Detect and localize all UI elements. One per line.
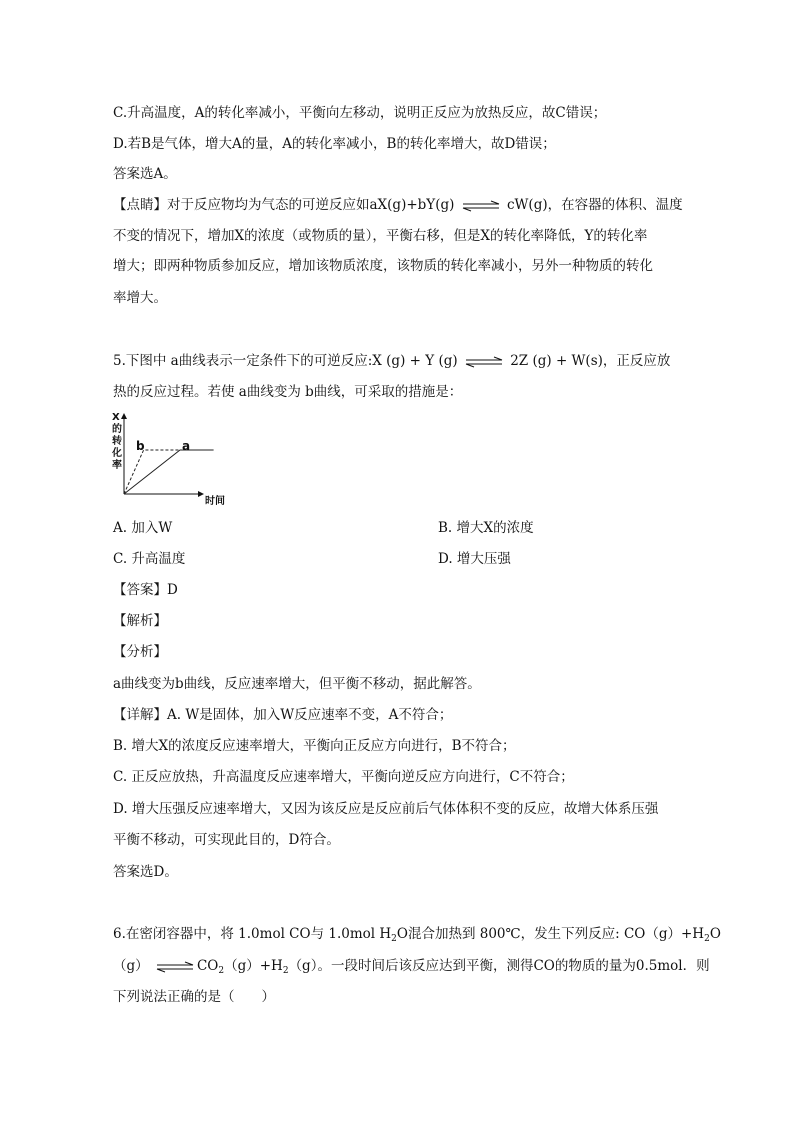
tip-line-2: 不变的情况下，增加X的浓度（或物质的量），平衡右移，但是X的转化率降低，Y的转化率 — [113, 228, 648, 244]
question-6-line-1 — [113, 924, 721, 949]
question-6-line-2 — [113, 956, 710, 981]
option-c-analysis: C.升高温度，A的转化率减小，平衡向左移动，说明正反应为放热反应，故C错误； — [113, 105, 607, 121]
option-d[interactable]: D. 增大压强 — [438, 551, 511, 567]
q6-text-1b: O混合加热到 800℃，发生下列反应: CO（g）+H — [396, 926, 705, 942]
subscript: 2 — [391, 934, 397, 944]
y-axis-label-char: 率 — [112, 460, 122, 471]
reasoning-text: a曲线变为b曲线，反应速率增大，但平衡不移动，据此解答。 — [113, 676, 481, 692]
tip-line-4: 率增大。 — [113, 290, 167, 306]
equilibrium-arrow-icon — [461, 200, 501, 212]
tip-line-1 — [113, 195, 683, 215]
y-axis-arrow — [121, 413, 127, 419]
y-axis-label-char: 的 — [112, 424, 122, 435]
q5-text-post: 2Z (g) + W(s)，正反应放 — [510, 353, 671, 369]
tip-line-3: 增大；即两种物质参加反应，增加该物质浓度，该物质的转化率减小，另外一种物质的转化 — [113, 258, 653, 274]
series-label-a: a — [182, 439, 191, 453]
analysis-heading: 【解析】 — [113, 613, 167, 629]
tip-text-pre: 【点睛】对于反应物均为气态的可逆反应如aX(g)+bY(g) — [113, 197, 455, 213]
q6-text-2d: （g）。一段时间后该反应达到平衡，测得CO的物质的量为0.5mol．则 — [288, 958, 710, 974]
y-axis-label — [111, 412, 122, 471]
reasoning-heading: 【分析】 — [113, 644, 167, 660]
question-5-line-2: 热的反应过程。若使 a曲线变为 b曲线，可采取的措施是： — [113, 384, 463, 400]
y-axis-label-char: X — [112, 412, 120, 423]
series-label-b: b — [136, 439, 145, 453]
y-axis-label-char: 转 — [112, 436, 122, 447]
series-line-a — [124, 450, 214, 494]
subscript: 2 — [704, 934, 710, 944]
q6-text-1c: O — [709, 926, 721, 942]
detail-b: B. 增大X的浓度反应速率增大，平衡向正反应方向进行，B不符合； — [113, 738, 516, 754]
option-d-analysis: D.若B是气体，增大A的量，A的转化率减小，B的转化率增大，故D错误； — [113, 136, 556, 152]
tip-text-post: cW(g)，在容器的体积、温度 — [506, 197, 683, 213]
x-axis-label: 时间 — [205, 496, 225, 507]
answer-line-prev: 答案选A。 — [113, 166, 177, 182]
detail-a: 【详解】A. W是固体，加入W反应速率不变，A不符合； — [113, 707, 453, 723]
equilibrium-arrow-icon — [155, 961, 195, 973]
question-5-line-1 — [113, 351, 670, 371]
detail-d-1: D. 增大压强反应速率增大，又因为该反应是反应前后气体体积不变的反应，故增大体系压强 — [113, 801, 659, 817]
answer-heading: 【答案】D — [113, 582, 178, 598]
subscript: 2 — [218, 966, 225, 976]
q6-text-2a: （g） — [113, 958, 149, 974]
equilibrium-arrow-icon — [464, 356, 504, 368]
option-c[interactable]: C. 升高温度 — [113, 551, 186, 567]
subscript: 2 — [282, 966, 289, 976]
y-axis-label-char: 化 — [112, 448, 122, 459]
detail-c: C. 正反应放热，升高温度反应速率增大，平衡向逆反应方向进行，C不符合； — [113, 769, 574, 785]
x-axis-arrow — [198, 491, 204, 497]
option-b[interactable]: B. 增大X的浓度 — [438, 520, 534, 536]
q6-text-1a: 6.在密闭容器中，将 1.0mol CO与 1.0mol H — [113, 926, 392, 942]
q5-text-pre: 5.下图中 a曲线表示一定条件下的可逆反应:X (g) + Y (g) — [113, 353, 458, 369]
conversion-rate-chart — [108, 410, 238, 510]
answer-line-5: 答案选D。 — [113, 864, 178, 880]
q6-text-2b: CO — [196, 958, 219, 974]
q6-text-2c: （g）+H — [224, 958, 283, 974]
detail-d-2: 平衡不移动，可实现此目的，D符合。 — [113, 832, 340, 848]
option-a[interactable]: A. 加入W — [113, 520, 173, 536]
question-6-line-3: 下列说法正确的是（ ） — [113, 989, 275, 1005]
